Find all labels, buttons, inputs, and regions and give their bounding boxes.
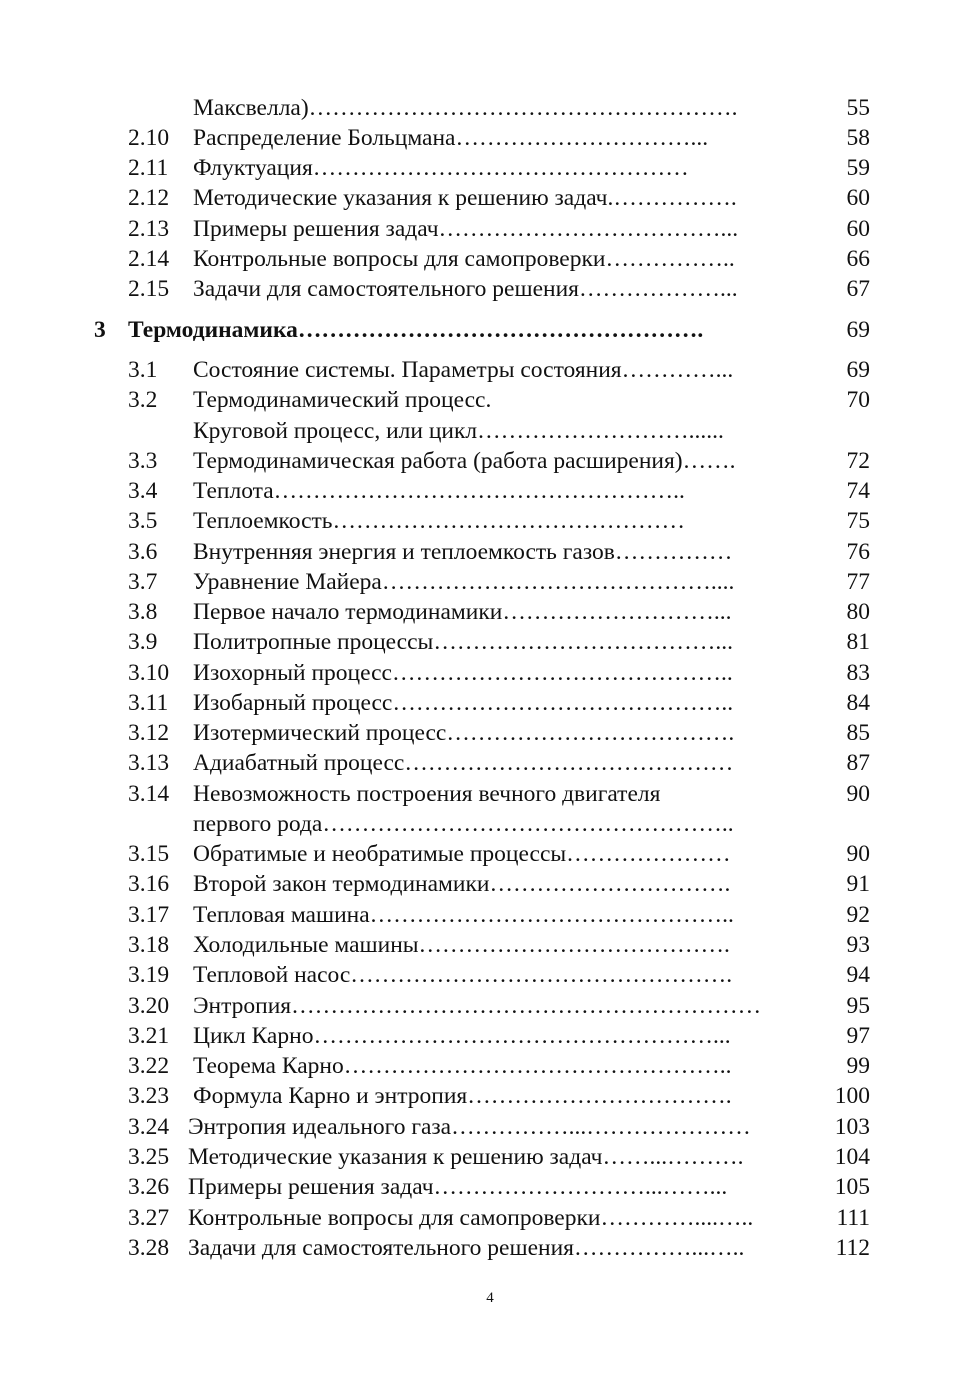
entry-number: 3.27: [128, 1205, 170, 1231]
entry-page: 103: [834, 1114, 870, 1140]
entry-title: Методические указания к решению задач.…………….: [193, 185, 737, 211]
entry-number: 3.22: [128, 1053, 170, 1079]
entry-title: Контрольные вопросы для самопроверки……………..: [193, 246, 735, 272]
entry-number: 3.1: [128, 357, 158, 383]
entry-page: 66: [846, 246, 870, 272]
entry-number: 3.9: [128, 629, 158, 655]
entry-title: Термодинамический процесс.: [193, 387, 492, 413]
entry-title: Методические указания к решению задач……...……….: [188, 1144, 744, 1170]
entry-title: Примеры решения задач………………………...……...: [188, 1174, 728, 1200]
entry-number: 3.20: [128, 993, 170, 1019]
entry-page: 90: [846, 781, 870, 807]
entry-title: Холодильные машины………………………………….: [193, 932, 730, 958]
entry-page: 87: [846, 750, 870, 776]
entry-title: Изотермический процесс……………………………….: [193, 720, 735, 746]
chapter-title: Термодинамика…………………………………………….: [128, 317, 704, 343]
entry-page: 67: [846, 276, 870, 302]
entry-number: 3.28: [128, 1235, 170, 1261]
entry-title: Состояние системы. Параметры состояния…………...: [193, 357, 734, 383]
entry-page: 112: [835, 1235, 870, 1261]
entry-number: 2.11: [128, 155, 169, 181]
entry-page: 55: [846, 95, 870, 121]
entry-number: 3.17: [128, 902, 170, 928]
entry-number: 3.25: [128, 1144, 170, 1170]
entry-title: Контрольные вопросы для самопроверки…………....…..: [188, 1205, 754, 1231]
entry-title: Адиабатный процесс……………………………………: [193, 750, 734, 776]
entry-title: Тепловой насос………………………………………….: [193, 962, 733, 988]
entry-title: Примеры решения задач………………………………...: [193, 216, 739, 242]
entry-page: 91: [846, 871, 870, 897]
entry-page: 97: [846, 1023, 870, 1049]
entry-page: 60: [846, 216, 870, 242]
entry-page: 90: [846, 841, 870, 867]
entry-page: 59: [846, 155, 870, 181]
entry-title: Задачи для самостоятельного решения……………...…..: [188, 1235, 745, 1261]
entry-title: Изохорный процесс……………………………………..: [193, 660, 733, 686]
entry-page: 100: [834, 1083, 870, 1109]
entry-title: Уравнение Майера……………………………………....: [193, 569, 735, 595]
entry-page: 95: [846, 993, 870, 1019]
entry-number: 3.12: [128, 720, 170, 746]
entry-number: 2.14: [128, 246, 170, 272]
entry-page: 104: [834, 1144, 870, 1170]
entry-title: Формула Карно и энтропия…………………………….: [193, 1083, 732, 1109]
entry-title: Теплота……………………………………………..: [193, 478, 685, 504]
entry-page: 94: [846, 962, 870, 988]
entry-page: 69: [846, 357, 870, 383]
entry-number: 3.3: [128, 448, 158, 474]
entry-number: 3.23: [128, 1083, 170, 1109]
entry-number: 3.15: [128, 841, 170, 867]
entry-page: 81: [846, 629, 870, 655]
entry-title: Цикл Карно……………………………………………...: [193, 1023, 731, 1049]
entry-title: Круговой процесс, или цикл………………………......: [193, 418, 724, 444]
entry-page: 60: [846, 185, 870, 211]
entry-number: 3.18: [128, 932, 170, 958]
entry-title: Внутренняя энергия и теплоемкость газов……………: [193, 539, 733, 565]
entry-page: 76: [846, 539, 870, 565]
entry-number: 3.10: [128, 660, 170, 686]
entry-number: 3.13: [128, 750, 170, 776]
entry-title: Теорема Карно…………………………………………..: [193, 1053, 732, 1079]
entry-page: 77: [846, 569, 870, 595]
entry-title: Распределение Больцмана…………………………...: [193, 125, 709, 151]
entry-page: 105: [834, 1174, 870, 1200]
entry-title: Тепловая машина………………………………………..: [193, 902, 734, 928]
entry-number: 3.8: [128, 599, 158, 625]
entry-title: Обратимые и необратимые процессы…………………: [193, 841, 731, 867]
entry-page: 74: [846, 478, 870, 504]
entry-title: Энтропия……………………………………………………: [193, 993, 762, 1019]
entry-title: первого рода……………………………………………..: [193, 811, 734, 837]
entry-title: Термодинамическая работа (работа расширения)…….: [193, 448, 736, 474]
entry-title: Теплоемкость………………………………………: [193, 508, 686, 534]
entry-page: 84: [846, 690, 870, 716]
entry-page: 93: [846, 932, 870, 958]
entry-title: Флуктуация…………………………………………: [193, 155, 689, 181]
entry-number: 3.24: [128, 1114, 170, 1140]
entry-page: 85: [846, 720, 870, 746]
entry-number: 2.12: [128, 185, 170, 211]
entry-page: 70: [846, 387, 870, 413]
entry-page: 58: [846, 125, 870, 151]
entry-page: 99: [846, 1053, 870, 1079]
entry-title: Невозможность построения вечного двигателя: [193, 781, 661, 807]
entry-number: 3.16: [128, 871, 170, 897]
entry-number: 3.5: [128, 508, 158, 534]
entry-title: Политропные процессы………………………………...: [193, 629, 733, 655]
entry-page: 111: [836, 1205, 870, 1231]
chapter-number: 3: [94, 317, 106, 343]
entry-number: 3.21: [128, 1023, 170, 1049]
entry-page: 72: [846, 448, 870, 474]
entry-number: 2.15: [128, 276, 170, 302]
entry-title: Задачи для самостоятельного решения………………...: [193, 276, 738, 302]
entry-number: 3.2: [128, 387, 158, 413]
page-number: 4: [486, 1290, 494, 1306]
entry-number: 3.11: [128, 690, 169, 716]
entry-title: Первое начало термодинамики………………………...: [193, 599, 732, 625]
entry-page: 83: [846, 660, 870, 686]
entry-number: 3.14: [128, 781, 170, 807]
entry-title: Второй закон термодинамики………………………….: [193, 871, 731, 897]
entry-page: 92: [846, 902, 870, 928]
entry-number: 3.4: [128, 478, 158, 504]
entry-number: 3.26: [128, 1174, 170, 1200]
entry-number: 2.10: [128, 125, 170, 151]
entry-title: Энтропия идеального газа……………...…………………: [188, 1114, 751, 1140]
entry-page: 75: [846, 508, 870, 534]
entry-number: 2.13: [128, 216, 170, 242]
entry-title: Изобарный процесс……………………………………..: [193, 690, 734, 716]
entry-number: 3.6: [128, 539, 158, 565]
chapter-page: 69: [846, 317, 870, 343]
entry-number: 3.7: [128, 569, 158, 595]
entry-title: Максвелла)……………………………………………….: [193, 95, 738, 121]
entry-page: 80: [846, 599, 870, 625]
entry-number: 3.19: [128, 962, 170, 988]
